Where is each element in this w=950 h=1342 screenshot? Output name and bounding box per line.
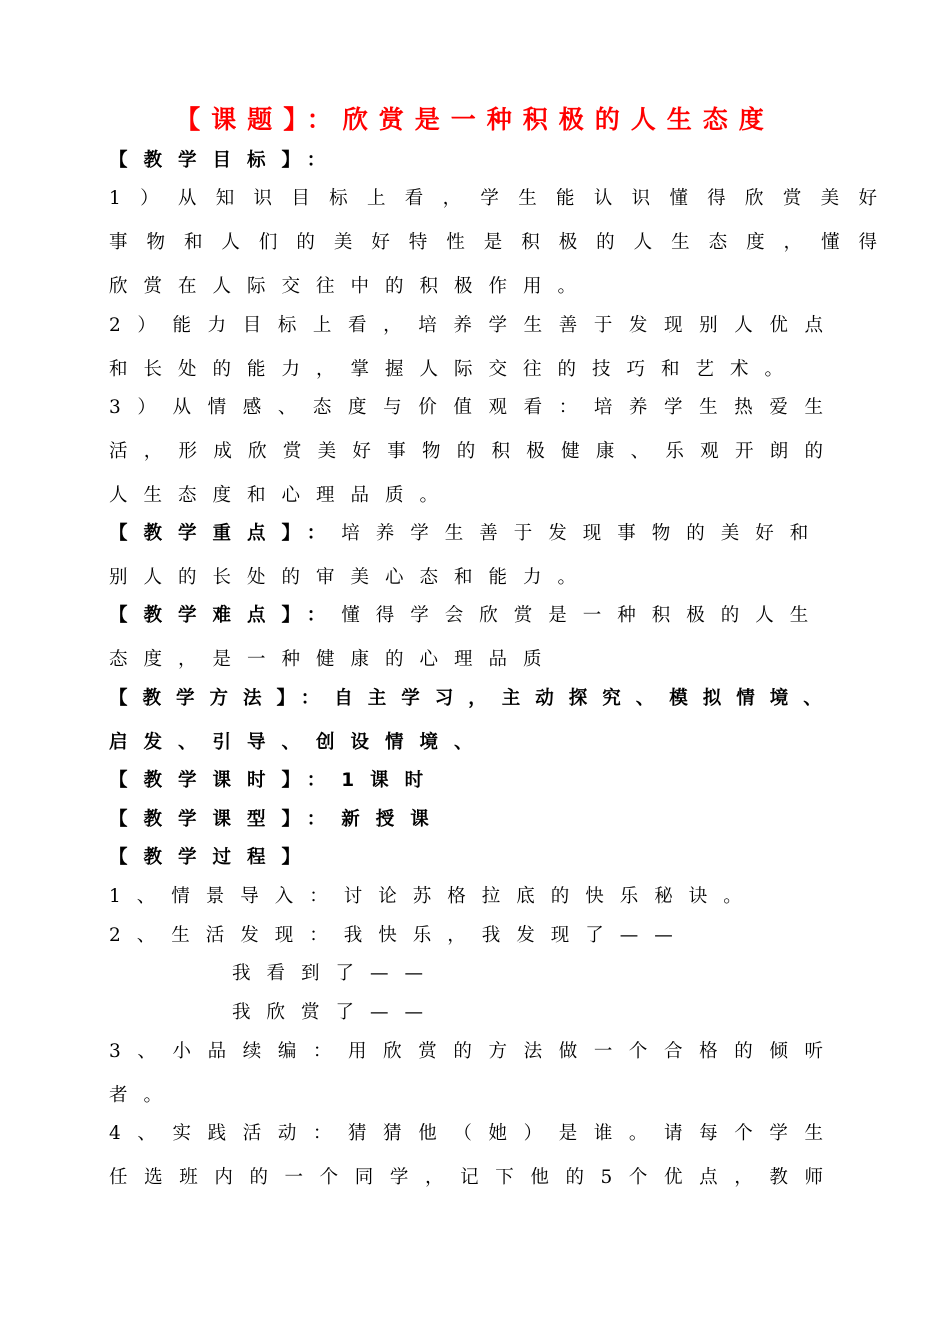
- text-line: 和长处的能力，掌握人际交往的技巧和艺术。: [109, 359, 800, 380]
- text-line: 1、情景导入：讨论苏格拉底的快乐秘诀。: [109, 886, 758, 907]
- text-line: 3）从情感、态度与价值观看：培养学生热爱生: [109, 397, 825, 418]
- text-line: 我看到了——: [232, 963, 440, 984]
- methods-text: 启发、引导、创设情境、: [109, 732, 489, 753]
- text-line: 4、实践活动：猜猜他（她）是谁。请每个学生: [109, 1123, 825, 1144]
- key-points-text: 培养学生善于发现事物的美好和: [341, 523, 825, 544]
- text-line: 者。: [109, 1085, 179, 1106]
- text-line: 1）从知识目标上看，学生能认识懂得欣赏美好: [109, 188, 879, 209]
- lesson-type: 【教学课型】：新授课: [109, 809, 445, 830]
- text-line: 别人的长处的审美心态和能力。: [109, 567, 593, 588]
- text-line: 人生态度和心理品质。: [109, 485, 455, 506]
- text-line: 2、生活发现：我快乐，我发现了——: [109, 925, 689, 946]
- difficulty-text: 懂得学会欣赏是一种积极的人生: [341, 605, 825, 626]
- text-line: 态度，是一种健康的心理品质: [109, 649, 558, 670]
- text-line: 欣赏在人际交往中的积极作用。: [109, 276, 593, 297]
- text-line: 事物和人们的美好特性是积极的人生态度，懂得: [109, 232, 879, 253]
- key-points-row: [109, 519, 879, 545]
- text-line: 我欣赏了——: [232, 1002, 440, 1023]
- lesson-title: 【课题】：欣赏是一种积极的人生态度: [175, 105, 775, 134]
- class-hours: 【教学课时】：1课时: [109, 770, 440, 791]
- text-line: 3、小品续编：用欣赏的方法做一个合格的倾听: [109, 1041, 825, 1062]
- methods-heading: 【教学方法】：自主学习，主动探究、模拟情境、: [109, 688, 837, 709]
- text-line: 任选班内的一个同学，记下他的5个优点，教师: [109, 1167, 825, 1188]
- key-points-heading: 【教学重点】：: [109, 523, 342, 544]
- text-line: 活，形成欣赏美好事物的积极健康、乐观开朗的: [109, 441, 825, 462]
- text-line: 2）能力目标上看，培养学生善于发现别人优点: [109, 315, 825, 336]
- difficulty-row: [109, 601, 879, 627]
- process-heading: 【教学过程】: [109, 847, 317, 868]
- objectives-heading: 【教学目标】：: [109, 150, 342, 171]
- difficulty-heading: 【教学难点】：: [109, 605, 342, 626]
